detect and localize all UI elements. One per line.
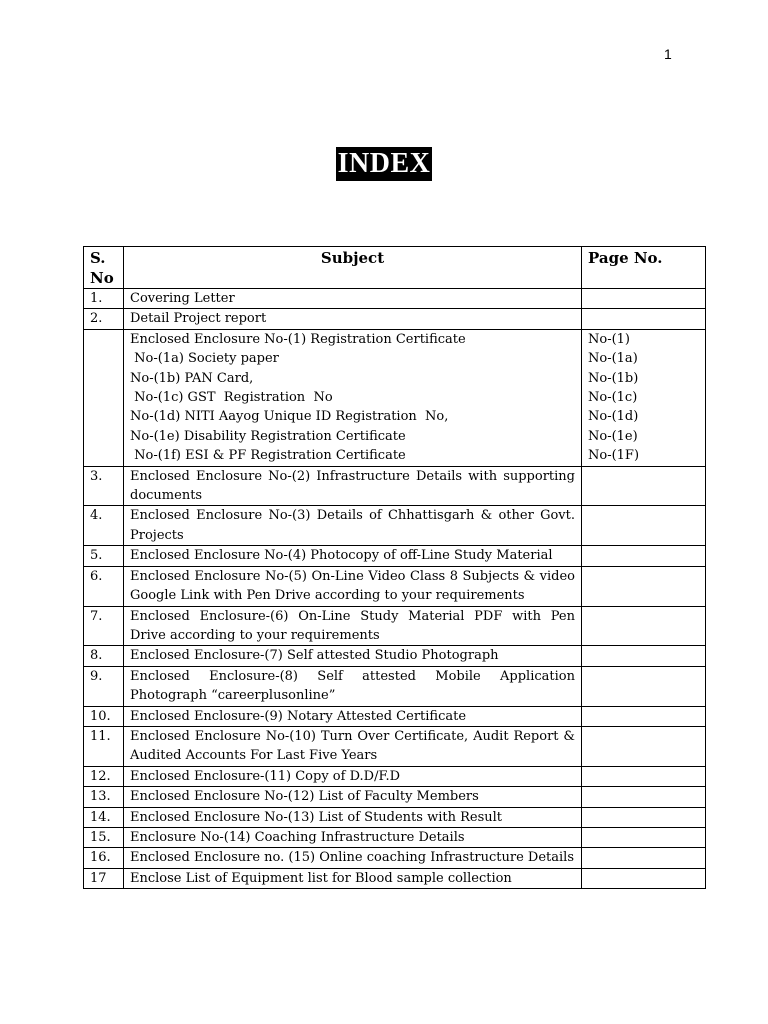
table-row	[84, 466, 706, 506]
table-row	[84, 848, 706, 868]
page-title: INDEX	[337, 148, 431, 179]
cell-page-no	[582, 706, 706, 726]
table-row	[84, 329, 706, 466]
cell-subject: Enclosed Enclosure-(6) On-Line Study Material PDF with Pen Drive according to your requirements	[124, 606, 582, 646]
cell-subject: Enclosed Enclosure No-(12) List of Faculty Members	[124, 787, 582, 807]
cell-sno: 1.	[84, 289, 124, 309]
cell-sno: 2.	[84, 309, 124, 329]
subject-line: Enclosed Enclosure No-(1) Registration Certificate	[130, 331, 466, 347]
cell-page-no	[582, 646, 706, 666]
page-ref: No-(1d)	[588, 409, 639, 425]
cell-subject: Enclosed Enclosure No-(13) List of Students with Result	[124, 807, 582, 827]
table-row	[84, 666, 706, 706]
cell-sno: 7.	[84, 606, 124, 646]
header-sno	[84, 247, 124, 289]
cell-page-no	[582, 666, 706, 706]
cell-sno: 5.	[84, 546, 124, 566]
cell-subject: Enclosure No-(14) Coaching Infrastructure Details	[124, 827, 582, 847]
cell-sno: 14.	[84, 807, 124, 827]
cell-page-no	[582, 787, 706, 807]
page-ref: No-(1b)	[588, 370, 639, 386]
page-ref: No-(1)	[588, 331, 631, 347]
header-sno-line1: S.	[90, 249, 106, 267]
cell-subject	[124, 329, 582, 466]
table-row	[84, 766, 706, 786]
cell-page-no	[582, 289, 706, 309]
table-row	[84, 606, 706, 646]
cell-subject: Enclosed Enclosure No-(5) On-Line Video Class 8 Subjects & video Google Link with Pen Drive according to your requirements	[124, 566, 582, 606]
cell-page-no	[582, 506, 706, 546]
header-page-no: Page No.	[582, 247, 706, 289]
cell-page-no	[582, 868, 706, 888]
cell-sno: 4.	[84, 506, 124, 546]
cell-sno: 3.	[84, 466, 124, 506]
cell-page-no	[582, 329, 706, 466]
cell-subject: Enclosed Enclosure No-(3) Details of Chhattisgarh & other Govt. Projects	[124, 506, 582, 546]
cell-sno: 13.	[84, 787, 124, 807]
cell-page-no	[582, 606, 706, 646]
cell-subject: Enclose List of Equipment list for Blood sample collection	[124, 868, 582, 888]
cell-subject: Enclosed Enclosure no. (15) Online coaching Infrastructure Details	[124, 848, 582, 868]
cell-sno: 16.	[84, 848, 124, 868]
cell-sno: 15.	[84, 827, 124, 847]
table-row	[84, 309, 706, 329]
table-row	[84, 868, 706, 888]
cell-subject: Enclosed Enclosure No-(10) Turn Over Certificate, Audit Report & Audited Accounts For Last Five Years	[124, 726, 582, 766]
cell-page-no	[582, 546, 706, 566]
header-subject: Subject	[124, 247, 582, 289]
table-row	[84, 289, 706, 309]
cell-page-no	[582, 827, 706, 847]
table-row	[84, 787, 706, 807]
cell-subject: Enclosed Enclosure-(11) Copy of D.D/F.D	[124, 766, 582, 786]
subject-line: No-(1a) Society paper	[130, 351, 279, 367]
cell-sno: 17	[84, 868, 124, 888]
cell-subject: Covering Letter	[124, 289, 582, 309]
cell-sno: 8.	[84, 646, 124, 666]
table-row	[84, 807, 706, 827]
page-number: 1	[664, 46, 672, 62]
cell-subject: Enclosed Enclosure No-(2) Infrastructure Details with supporting documents	[124, 466, 582, 506]
header-sno-line2: No	[90, 269, 114, 287]
table-row	[84, 706, 706, 726]
cell-subject: Enclosed Enclosure-(9) Notary Attested Certificate	[124, 706, 582, 726]
page-ref: No-(1a)	[588, 351, 638, 367]
cell-page-no	[582, 566, 706, 606]
cell-page-no	[582, 466, 706, 506]
table-row	[84, 566, 706, 606]
cell-sno: 9.	[84, 666, 124, 706]
table-row	[84, 827, 706, 847]
cell-sno: 11.	[84, 726, 124, 766]
table-body	[84, 289, 706, 889]
table-row	[84, 546, 706, 566]
subject-line: No-(1f) ESI & PF Registration Certificate	[130, 448, 406, 464]
cell-subject: Detail Project report	[124, 309, 582, 329]
cell-sno	[84, 329, 124, 466]
cell-page-no	[582, 807, 706, 827]
cell-subject: Enclosed Enclosure No-(4) Photocopy of off-Line Study Material	[124, 546, 582, 566]
page-ref: No-(1e)	[588, 428, 638, 444]
cell-sno: 6.	[84, 566, 124, 606]
cell-subject: Enclosed Enclosure-(8) Self attested Mobile Application Photograph “careerplusonline”	[124, 666, 582, 706]
cell-page-no	[582, 766, 706, 786]
title-container	[0, 147, 768, 181]
page-ref: No-(1c)	[588, 390, 638, 406]
cell-subject: Enclosed Enclosure-(7) Self attested Studio Photograph	[124, 646, 582, 666]
table-header-row	[84, 247, 706, 289]
subject-line: No-(1c) GST Registration No	[130, 390, 333, 406]
cell-sno: 10.	[84, 706, 124, 726]
cell-page-no	[582, 726, 706, 766]
cell-sno: 12.	[84, 766, 124, 786]
table-row	[84, 646, 706, 666]
index-table	[83, 246, 706, 889]
table-row	[84, 726, 706, 766]
cell-page-no	[582, 848, 706, 868]
cell-page-no	[582, 309, 706, 329]
subject-line: No-(1d) NITI Aayog Unique ID Registration No,	[130, 409, 449, 425]
table-row	[84, 506, 706, 546]
subject-line: No-(1e) Disability Registration Certificate	[130, 428, 406, 444]
page-ref: No-(1F)	[588, 448, 640, 464]
subject-line: No-(1b) PAN Card,	[130, 370, 254, 386]
